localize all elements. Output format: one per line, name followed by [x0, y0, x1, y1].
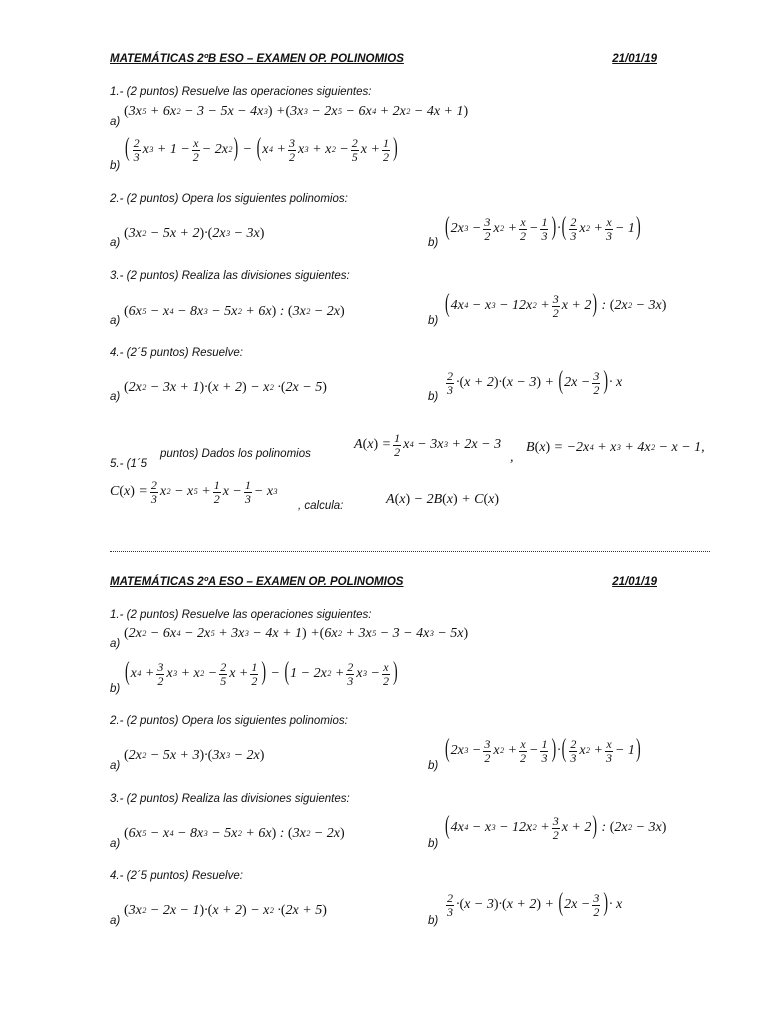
exam-a-q4b-expr: $\frac{2}{3}$ · ( x − 3 ) · ( x + 2 ) + ( 2x − $\frac{3}{2}$ ) · x — [447, 889, 623, 919]
exam-a-title: MATEMÁTICAS 2ºA ESO – EXAMEN OP. POLINOMIOS — [110, 576, 404, 588]
exam-b-q5-target: A ( x ) − 2B ( x ) + C ( x ) — [386, 492, 500, 507]
exam-a-header — [110, 576, 657, 588]
exam-a-q2-title: 2.- (2 puntos) Opera los siguientes polinomios: — [110, 715, 348, 727]
exam-b-q1b-label: b) — [110, 160, 121, 172]
exam-b-q3b-label: b) — [428, 315, 439, 327]
exam-b-q5-poly-a: A ( x ) = $\frac{1}{2}$ x 4 − 3x 3 + 2x − 3 — [354, 430, 502, 459]
exam-a-date: 21/01/19 — [612, 576, 657, 588]
exam-b-q2a-expr: ( 3x 2 − 5x + 2 ) · ( 2x 3 − 3x ) — [124, 226, 265, 241]
exam-b-q4b-expr: $\frac{2}{3}$ · ( x + 2 ) · ( x − 3 ) + ( 2x − $\frac{3}{2}$ ) · x — [447, 367, 623, 397]
exam-a-q4a-expr: ( 3x 2 − 2x − 1 ) · ( x + 2 ) − x 2 · ( 2x + 5 ) — [124, 903, 327, 918]
exam-a-q4b-label: b) — [428, 915, 439, 927]
exam-b-q1a-expr: ( 3x 5 + 6x 2 − 3 − 5x − 4x 3 ) + ( 3x 3 − 2x 5 − 6x 4 + 2x 2 − 4x + 1 ) — [124, 104, 469, 119]
exam-a-q4-title: 4.- (2´5 puntos) Resuelve: — [110, 870, 243, 882]
exam-b-q2a-label: a) — [110, 237, 121, 249]
exam-b-q1-title: 1.- (2 puntos) Resuelve las operaciones siguientes: — [110, 86, 372, 98]
exam-b-q5-calcula: , calcula: — [298, 500, 344, 512]
exam-a-q1b-label: b) — [110, 683, 121, 695]
exam-b-q5-poly-b: B ( x ) = −2x 4 + x 3 + 4x 2 − x − 1, — [526, 440, 705, 455]
exam-b-q3a-expr: ( 6x 5 − x 4 − 8x 3 − 5x 2 + 6x ) : ( 3x 2 − 2x ) — [124, 304, 345, 319]
exam-a-q2a-label: a) — [110, 760, 121, 772]
exam-b-title: MATEMÁTICAS 2ºB ESO – EXAMEN OP. POLINOMIOS — [110, 53, 404, 65]
exam-a-q4a-label: a) — [110, 915, 121, 927]
exam-b-q1a-label: a) — [110, 116, 121, 128]
exam-b-q4b-label: b) — [428, 391, 439, 403]
exam-a-q2a-expr: ( 2x 2 − 5x + 3 ) · ( 3x 3 − 2x ) — [124, 748, 265, 763]
exam-a-q3b-label: b) — [428, 838, 439, 850]
exam-b-q3-title: 3.- (2 puntos) Realiza las divisiones siguientes: — [110, 270, 350, 282]
exam-b-q5-poly-c: C ( x ) = $\frac{2}{3}$ x 2 − x 5 + $\frac{1}{2}$ x − $\frac{1}{3}$ − x 3 — [110, 477, 278, 506]
exam-b-header — [110, 53, 657, 65]
exam-a-q3-title: 3.- (2 puntos) Realiza las divisiones siguientes: — [110, 793, 350, 805]
exam-a-q3b-expr: ( 4x 4 − x 3 − 12x 2 + $\frac{3}{2}$ x + 2 ) : ( 2x 2 − 3x ) — [445, 812, 667, 842]
exam-a-q1b-expr: ( x 4 + $\frac{3}{2}$ x 3 + x 2 − $\frac{2}{5}$ x + $\frac{1}{2}$ ) − ( 1 − 2x 2 + $\frac{2}{3}$ x 3 − $\frac{x}{2}$ ) — [125, 658, 398, 688]
exam-b-date: 21/01/19 — [612, 53, 657, 65]
exam-a-q1a-expr: ( 2x 2 − 6x 4 − 2x 5 + 3x 3 − 4x + 1 ) + ( 6x 2 + 3x 5 − 3 − 4x 3 − 5x ) — [124, 626, 469, 641]
exam-b-q4a-expr: ( 2x 2 − 3x + 1 ) · ( x + 2 ) − x 2 · ( 2x − 5 ) — [124, 380, 327, 395]
exam-b-q3a-label: a) — [110, 315, 121, 327]
exam-b-q5-text: puntos) Dados los polinomios — [160, 448, 311, 460]
exam-b-q5-comma-1: , — [510, 450, 514, 465]
exam-a-q1a-label: a) — [110, 638, 121, 650]
exam-b-q2b-expr: ( 2x 3 − $\frac{3}{2}$ x 2 + $\frac{x}{2}$ − $\frac{1}{3}$ ) · ( $\frac{2}{3}$ x 2 + $\frac{x}{3}$ − 1 ) — [445, 213, 641, 243]
exam-a-q1-title: 1.- (2 puntos) Resuelve las operaciones siguientes: — [110, 609, 372, 621]
exam-a-q2b-label: b) — [428, 760, 439, 772]
exam-b-q4a-label: a) — [110, 391, 121, 403]
exam-b-q3b-expr: ( 4x 4 − x 3 − 12x 2 + $\frac{3}{2}$ x + 2 ) : ( 2x 2 − 3x ) — [445, 290, 667, 320]
exam-a-q2b-expr: ( 2x 3 − $\frac{3}{2}$ x 2 + $\frac{x}{2}$ − $\frac{1}{3}$ ) · ( $\frac{2}{3}$ x 2 + $\frac{x}{3}$ − 1 ) — [445, 735, 641, 765]
exam-b-q2-title: 2.- (2 puntos) Opera los siguientes polinomios: — [110, 193, 348, 205]
exam-b-q5-number: 5.- (1´5 — [110, 458, 148, 470]
exam-b-q2b-label: b) — [428, 237, 439, 249]
exam-a-q3a-label: a) — [110, 838, 121, 850]
exam-b-q4-title: 4.- (2´5 puntos) Resuelve: — [110, 347, 243, 359]
cut-line-divider — [110, 551, 710, 552]
exam-a-q3a-expr: ( 6x 5 − x 4 − 8x 3 − 5x 2 + 6x ) : ( 3x 2 − 2x ) — [124, 826, 345, 841]
exam-b-q1b-expr: ( $\frac{2}{3}$ x 3 + 1 − $\frac{x}{2}$ − 2x 2 ) − ( x 4 + $\frac{3}{2}$ x 3 + x 2 − $\frac{2}{5}$ x + $\frac{1}{2}$ ) — [125, 134, 398, 164]
